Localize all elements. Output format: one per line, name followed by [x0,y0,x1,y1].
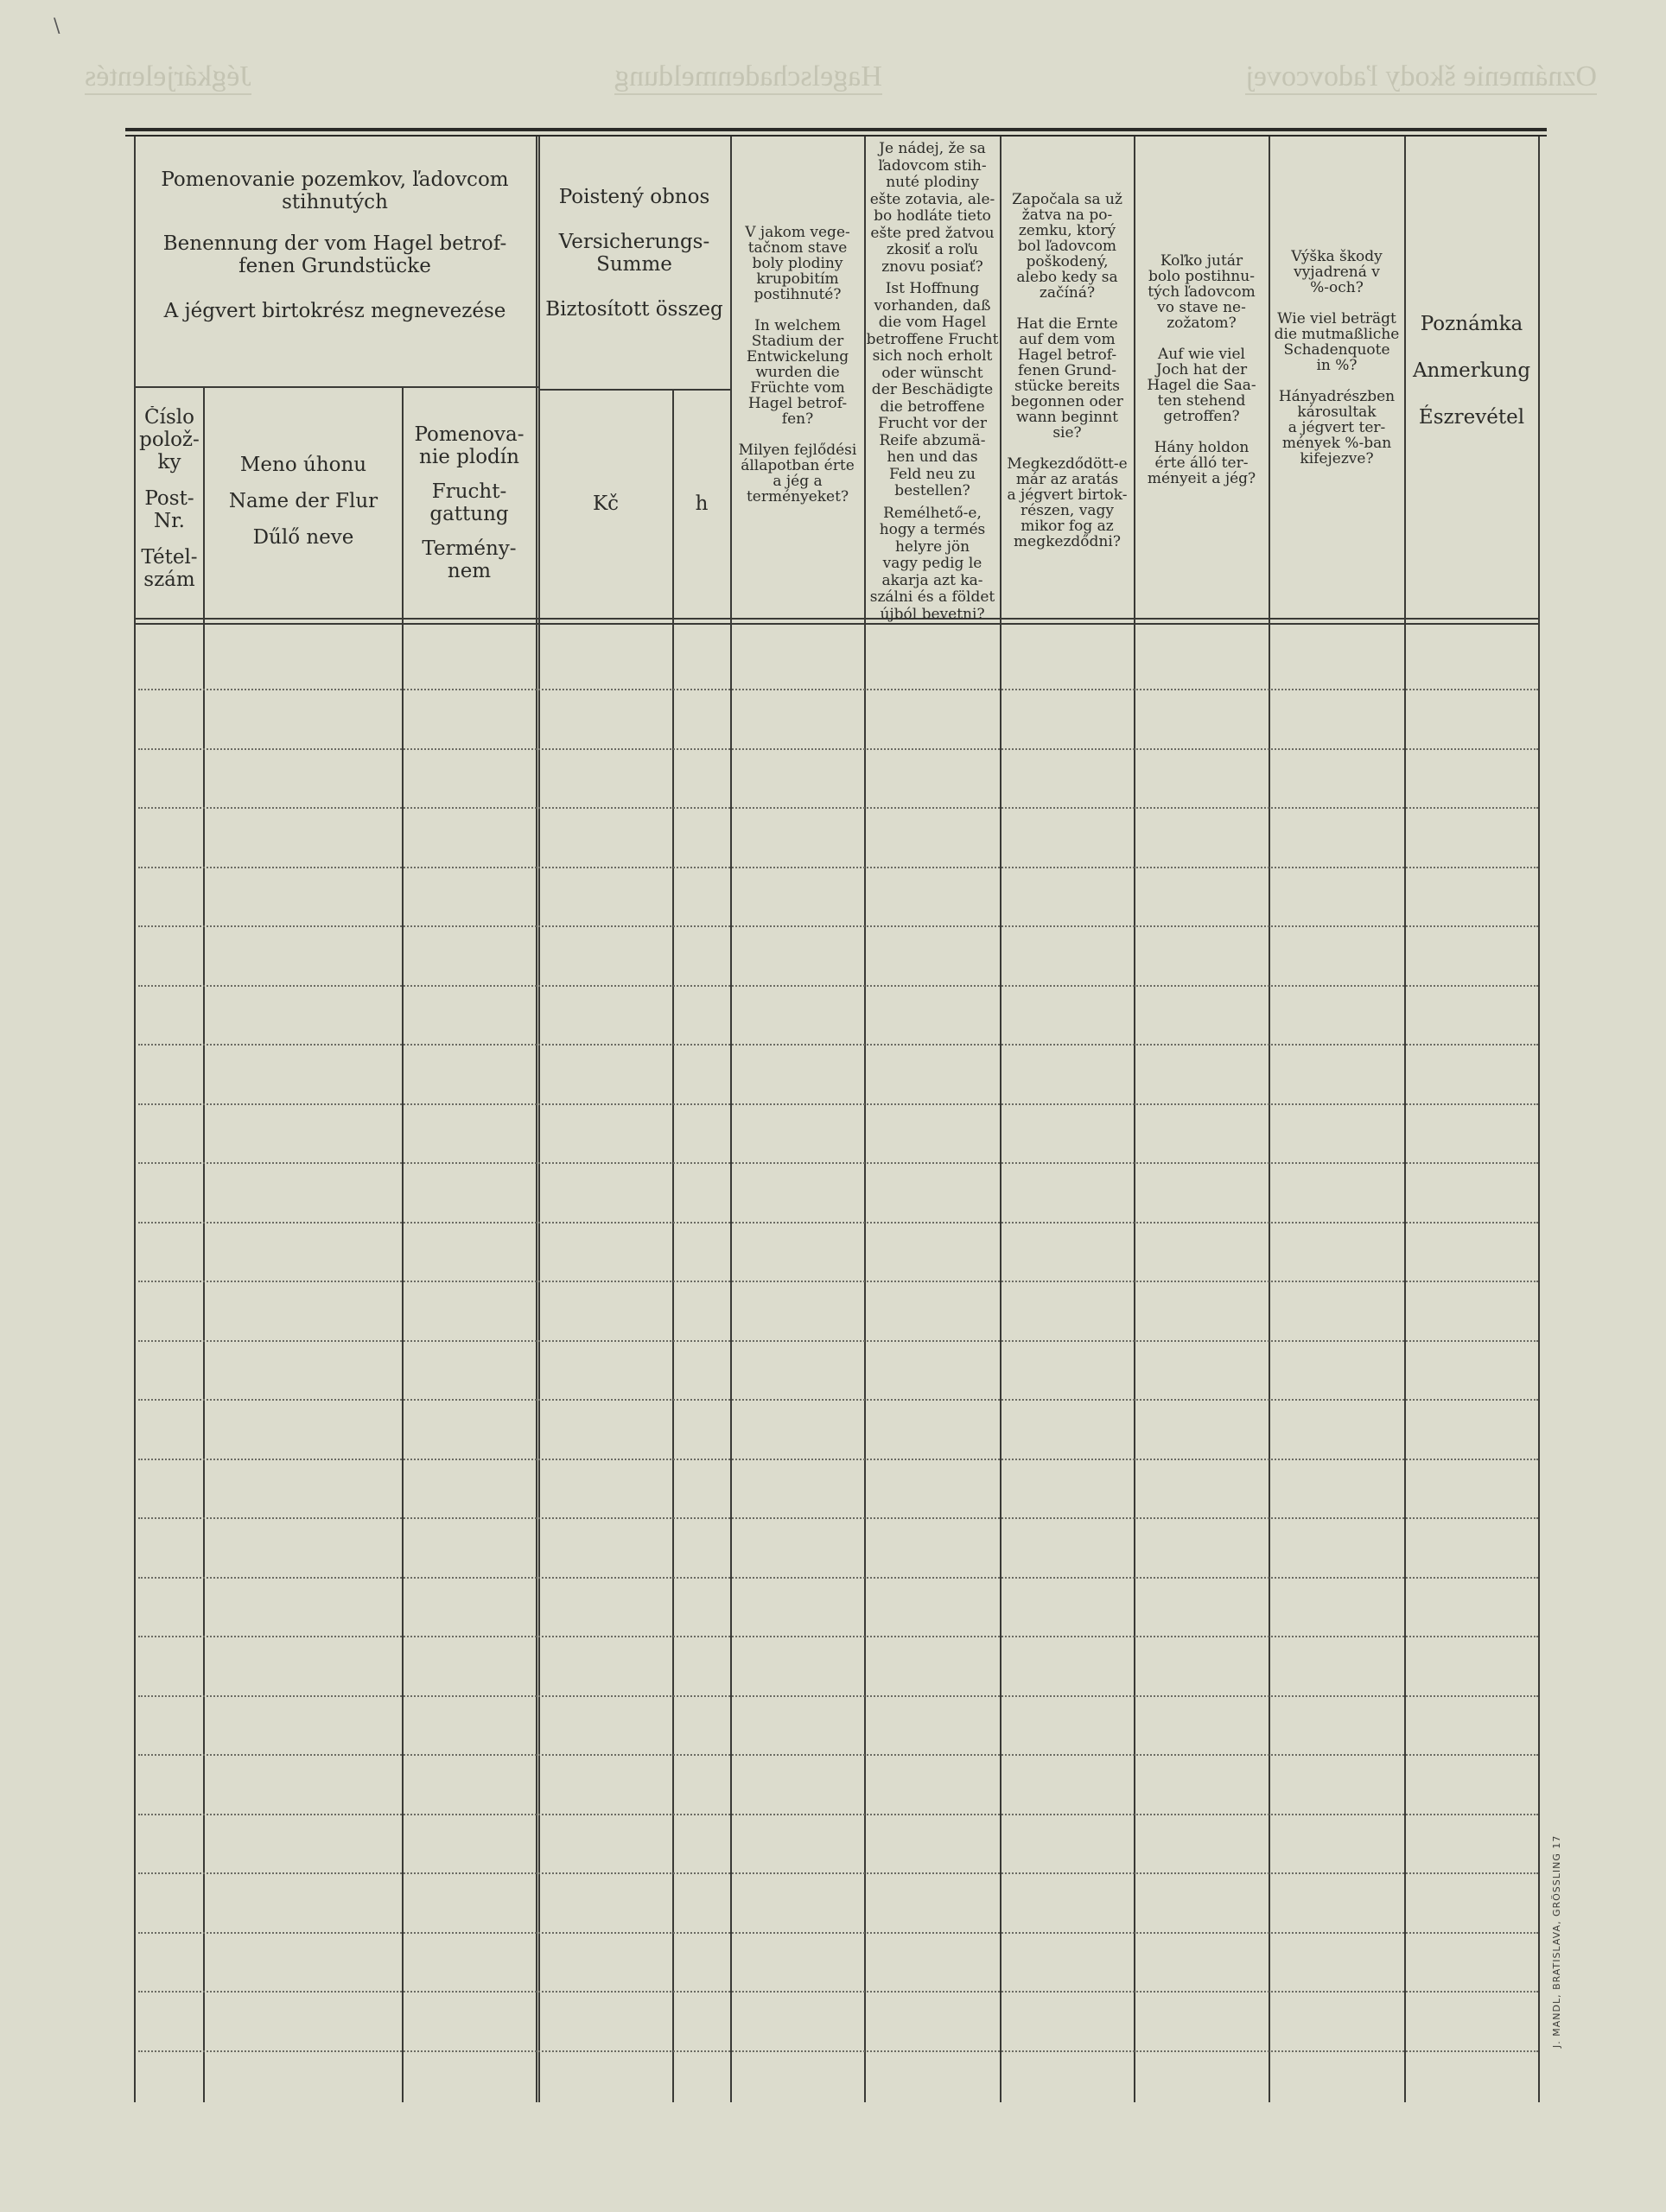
entry-row-line[interactable] [138,1162,1538,1164]
col-harvest: Započala sa už žatva na po- zemku, ktorý bol ľadovcom poškodený, alebo kedy sa začíná? Hat die Ernte auf dem vom Hagel betrof- fenen Grund- stücke bereits begonnen oder wann beginnt sie? Megkezdődött-e már az aratás a jégvert birtok- részen, vagy mikor fog az megkezdődni? [1007,192,1128,550]
insured-sum-title: Poistený obnos Versicherungs- Summe Biztosított összeg [545,186,723,321]
col-h: h [695,493,709,515]
entry-row-line[interactable] [138,1577,1538,1579]
printer-imprint: J. MANDL, BRATISLAVA, GRÖSSLING 17 [1551,1834,1562,2048]
entry-row-line[interactable] [138,1399,1538,1401]
col-kc: Kč [592,493,620,515]
col-area: Koľko jutár bolo postihnu- tých ľadovcom vo stave ne- zožatom? Auf wie viel Joch hat der Hagel die Saa- ten stehend getroffen? Hány holdon érte álló ter- ményeit a jég? [1147,253,1256,486]
entry-row-line[interactable] [138,1340,1538,1342]
top-rule-thin [125,135,1547,137]
entry-row-line[interactable] [138,1222,1538,1224]
entry-row-line[interactable] [138,689,1538,690]
bleed-through-item: Oznámenie škody ľadovcovej [1245,60,1597,95]
entry-row-line[interactable] [138,1991,1538,1993]
col-note: Poznámka Anmerkung Észrevétel [1412,313,1531,429]
entry-row-line[interactable] [138,807,1538,809]
entry-row-line[interactable] [138,1281,1538,1282]
entry-row-line[interactable] [138,1044,1538,1046]
col-stage: V jakom vege- tačnom stave boly plodiny krupobitím postihnuté? In welchem Stadium der Entwickelung wurden die Früchte vom Hagel betrof- fen? Milyen fejlődési állapotban érte a jég a terményeket? [738,225,857,505]
corner-mark: \ [54,16,60,37]
entry-row-line[interactable] [138,1932,1538,1934]
lands-group-title: Pomenovanie pozemkov, ľadovcom stihnutých Benennung der vom Hagel betrof- fenen Grundstücke A jégvert birtokrész megnevezése [161,168,509,322]
entry-row-line[interactable] [138,1872,1538,1874]
col-damage: Výška škody vyjadrená v %-och? Wie viel beträgt die mutmaßliche Schadenquote in %? Hányadrészben károsultak a jégvert ter- mények %-ban kifejezve? [1274,249,1400,467]
entry-row-line[interactable] [138,925,1538,927]
col-flur: Meno úhonu Name der Flur Dűlő neve [228,454,378,549]
entry-row-line[interactable] [138,1636,1538,1637]
col-recovery-hope: Je nádej, že sa ľadovcom stih- nuté plodiny ešte zotavia, ale- bo hodláte tieto ešte pred žatvou zkosiť a roľu znovu posiať? Ist Hoffnung vorhanden, daß die vom Hagel betroffene Frucht sich noch erholt oder wünscht der Beschädigte die betroffene Frucht vor der Reife abzumä- hen und das Feld neu zu bestellen? Remélhető-e, hogy a termés helyre jön vagy pedig le akarja azt ka- szálni és a földet újból bevetni? [866,141,999,623]
top-rule [125,128,1547,131]
bleed-through-text [85,60,1597,95]
bleed-through-item: Jégkárjelentés [85,60,251,95]
entry-row-line[interactable] [138,1754,1538,1756]
col-post-nr: Číslo polož- ky Post- Nr. Tétel- szám [139,406,200,591]
entry-row-line[interactable] [138,1695,1538,1697]
entry-row-line[interactable] [138,867,1538,868]
entry-row-line[interactable] [138,1814,1538,1815]
entry-row-line[interactable] [138,985,1538,987]
entry-row-line[interactable] [138,2050,1538,2052]
entry-row-line[interactable] [138,1459,1538,1460]
entry-row-line[interactable] [138,1103,1538,1105]
entry-row-line[interactable] [138,1517,1538,1519]
bleed-through-item: Hagelschadenmeldung [614,60,882,95]
entry-row-line[interactable] [138,748,1538,750]
col-crop: Pomenova- nie plodín Frucht- gattung Termény- nem [414,423,525,582]
